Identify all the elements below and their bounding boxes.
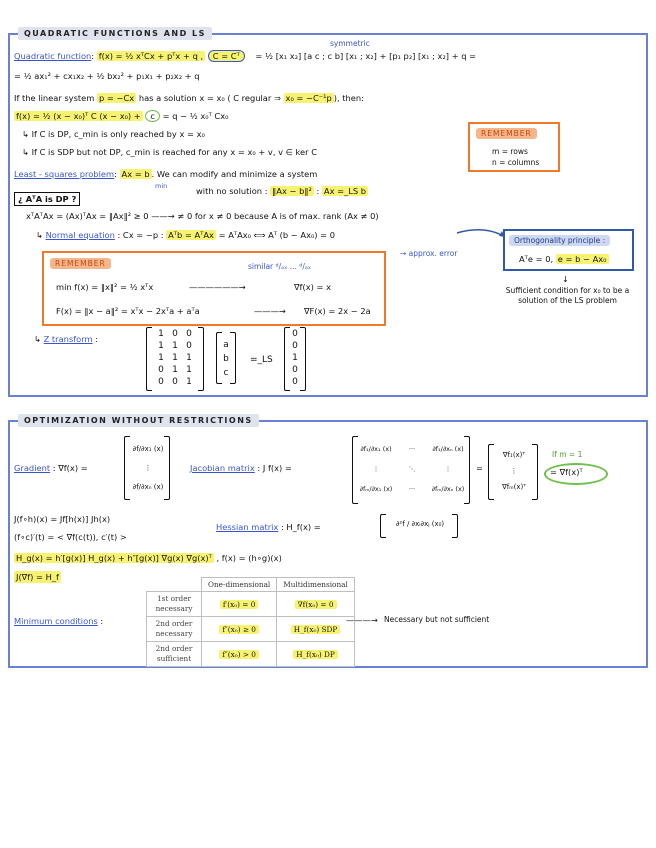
qf-sym: C = Cᵀ [208,50,245,62]
table-header-cell: Multidimensional [277,578,355,592]
section1-title: QUADRATIC FUNCTIONS AND LS [18,27,212,40]
remember1-cols: n = columns [492,158,540,167]
remember-box-rows-cols [468,122,560,172]
min-small: min [155,182,168,190]
jacobian-line [190,462,292,474]
jacobian-row-cell: ∂fₘ/∂xₙ (x) [431,485,465,493]
chain2: (f∘c)′(t) = < ∇f(c(t)), c′(t) > [14,532,127,542]
nec-arrow: ———→ [346,615,378,625]
chain1: J(f∘h)(x) = Jf[h(x)] Jh(x) [14,514,111,524]
jacobian-rhs-entry-cell: ⋮ [510,467,518,475]
section2-title: OPTIMIZATION WITHOUT RESTRICTIONS [18,414,259,427]
hessian-line [216,521,321,533]
gradient-entry [130,478,166,497]
table-row [147,617,355,642]
x0-solution: x₀ = −C⁻¹p [285,93,332,103]
normal-label: Normal equation [45,230,115,240]
z-matrix-row [154,364,196,376]
z-matrix-row [154,328,196,340]
jacobian-eq: : J f(x) = [257,463,292,473]
gradient-label: Gradient [14,463,51,473]
gradient-entry [130,440,166,459]
fx-formula-line [14,110,228,122]
jacobian-row [358,459,466,479]
z-vector-entry-cell: b [223,354,229,364]
z-matrix-row-cell: 0 [172,329,178,339]
normal-text: : Cx = −p : [117,230,164,240]
z-matrix-row-cell: 1 [186,353,192,363]
z-transform-line: ↳ Z transform : [34,334,99,344]
remember1-tag: REMEMBER [476,128,537,139]
z-rhs-entry-cell: 0 [292,329,298,339]
gradient-entry-cell: ∂f/∂xₙ (x) [132,483,164,491]
hessian-matrix [380,514,458,538]
case-dp-text: If C is DP, c_min is only reached by x = x₀ [31,129,205,139]
z-vector [216,332,236,384]
minimum-conditions-table [146,577,355,667]
z-rhs [284,327,306,391]
jacobian-rhs-entry [494,479,534,495]
ls-norm: ‖Ax − b‖² [272,186,312,196]
symmetric-note: symmetric [330,39,370,48]
jacobian-rhs-entry [494,463,534,479]
jacobian-matrix [352,436,470,504]
chain3-tail: , f(x) = (h∘g)(x) [216,553,282,563]
z-matrix-row-cell: 0 [172,377,178,387]
remember-box-gradient [42,251,386,326]
z-rhs-entry [288,376,302,388]
rem2-line2-left: F(x) = ‖x − a‖² = xᵀx − 2xᵀa + aᵀa [56,306,200,316]
rem2-line1-right: ∇f(x) = x [294,282,331,292]
jacobian-row-cell: ⋮ [444,465,452,473]
gradient-line [14,462,88,474]
jgrad: J(∇f) = H_f [16,572,59,582]
gradient-entry [130,459,166,478]
ls-line2: with no solution : ‖Ax − b‖² : Ax =_LS b [196,186,367,196]
orthogonality-box [503,229,634,271]
ls-label: Least - squares problem [14,169,115,179]
row-label: 2nd order sufficient [147,642,202,667]
ls-text2: with no solution : [196,186,268,196]
px-system: p = −Cx [99,93,135,103]
row-label: 2nd order necessary [147,617,202,642]
z-rhs-entry [288,328,302,340]
z-matrix-row-cell: 0 [186,341,192,351]
jacobian-row-cell: ⋮ [372,465,380,473]
gradient-entry-cell: ⋮ [144,464,152,472]
z-matrix [146,327,204,391]
if-linear-line [14,92,364,104]
ortho-eq-hl: e = b − Ax₀ [557,254,607,264]
if-m1: If m = 1 [552,450,583,459]
table-header-cell: One-dimensional [202,578,277,592]
z-label: Z transform [43,334,93,344]
z-rhs-entry-cell: 0 [292,341,298,351]
jacobian-rhs-entry-cell: ∇fₘ(x)ᵀ [502,483,526,491]
jacobian-row-cell: ∂fₘ/∂x₁ (x) [359,485,393,493]
z-matrix-row-cell: 1 [172,365,178,375]
hessian-entry: ∂²f / ∂xᵢ∂xⱼ (x₀) [395,520,445,528]
nec-note: Necessary but not sufficient [384,615,490,624]
case-sdp-text: If C is SDP but not DP, c_min is reached for any x = x₀ + v, v ∈ ker C [31,147,317,157]
hessian-label: Hessian matrix [216,522,279,532]
gradient-entry-cell: ∂f/∂x₁ (x) [132,445,164,453]
ls-axb: Ax = b [121,169,150,179]
ortho-arrow-down: ↓ [562,274,569,284]
chain3: H_g(x) = h′[g(x)] H_g(x) + h″[g(x)] ∇g(x) ∇g(x)ᵀ [16,553,212,563]
cell-multi: ∇f(x₀) = 0 [277,592,355,617]
ls-text: . We can modify and minimize a system [151,169,318,179]
min-conditions-line: Minimum conditions : [14,616,104,626]
z-rhs-entry [288,364,302,376]
jacobian-rhs-entry-cell: ∇f₁(x)ᵀ [502,451,526,459]
z-ls-equals: =_LS [250,355,273,365]
cell-one: f″(x₀) > 0 [202,642,277,667]
cell-multi: H_f(x₀) SDP [277,617,355,642]
case-dp: ↳ If C is DP, c_min is only reached by x = x₀ [22,129,205,139]
rem2-line1-left: min f(x) = ‖x‖² = ½ xᵀx [56,282,154,292]
z-rhs-entry-cell: 0 [292,377,298,387]
z-matrix-row-cell: 1 [158,329,164,339]
ata-question: ¿ AᵀA is DP ? [14,192,80,206]
z-matrix-row-cell: 0 [186,329,192,339]
cell-one: f″(x₀) ≥ 0 [202,617,277,642]
remember2-tag: REMEMBER [50,258,111,269]
jacobian-rhs [488,444,538,500]
gradient-eq: : ∇f(x) = [52,463,88,473]
normal-hl: Aᵀb = AᵀAx [168,230,214,240]
fx-tail: = q − ½ x₀ᵀ Cx₀ [162,111,229,121]
z-matrix-row-cell: 1 [186,365,192,375]
qf-expand: = ½ [x₁ x₂] [a c ; c b] [x₁ ; x₂] + [p₁ p₂] [x₁ ; x₂] + q = [255,51,477,61]
jacobian-row [358,479,466,499]
z-matrix-row-cell: 1 [172,353,178,363]
z-matrix-row [154,340,196,352]
if-linear-text: If the linear system [14,93,95,103]
z-rhs-entry-cell: 1 [292,353,298,363]
ata-line: xᵀAᵀAx = (Ax)ᵀAx = ‖Ax‖² ≥ 0 ——→ ≠ 0 for x ≠ 0 because A is of max. rank (Ax ≠ 0) [26,211,379,221]
jac-equals: = [476,463,483,473]
ortho-note: Sufficient condition for x₀ to be a solution of the LS problem [505,286,630,305]
qf-line1: Quadratic function: f(x) = ½ xᵀCx + pᵀx + q , C = Cᵀ = ½ [x₁ x₂] [a c ; c b] [x₁ ; x₂] + [p₁ p₂] [x₁ ; x₂] + q = [14,51,477,61]
z-vector-entry [219,352,233,366]
z-rhs-entry [288,352,302,364]
qf-def: f(x) = ½ xᵀCx + pᵀx + q , [98,51,204,61]
rem2-line2-right: ∇F(x) = 2x − 2a [304,306,371,316]
rem2-arrow1: ——————→ [189,282,246,292]
qf-label: Quadratic function [14,51,92,61]
table-row [147,592,355,617]
z-rhs-entry [288,340,302,352]
z-matrix-row-cell: 0 [158,365,164,375]
ortho-tag: Orthogonality principle : [509,235,610,246]
jac-m1: = ∇f(x)ᵀ [550,467,583,477]
approx-error: → approx. error [400,249,458,258]
gradient-vector [124,436,170,500]
rem2-arrow2: ———→ [254,306,286,316]
table-header-row [147,578,355,592]
chain3-line [14,552,282,564]
case-sdp: ↳ If C is SDP but not DP, c_min is reached for any x = x₀ + v, v ∈ ker C [22,147,317,157]
ls-line: Least - squares problem: Ax = b . We can modify and minimize a system [14,169,318,179]
z-matrix-row-cell: 1 [158,341,164,351]
table-row [147,642,355,667]
then-text: ), then: [333,93,364,103]
jacobian-row-cell: ⋱ [408,465,416,473]
z-matrix-row-cell: 0 [158,377,164,387]
z-vector-entry-cell: a [223,340,229,350]
normal-eq-line: ↳ Normal equation : Cx = −p : Aᵀb = AᵀAx = AᵀAx₀ ⟺ Aᵀ (b − Ax₀) = 0 [36,230,336,240]
row-label: 1st order necessary [147,592,202,617]
z-matrix-row-cell: 1 [158,353,164,363]
z-matrix-row-cell: 1 [186,377,192,387]
z-vector-entry-cell: c [223,368,229,378]
jacobian-row-cell: ∂f₁/∂xₙ (x) [432,445,464,453]
min-label: Minimum conditions [14,616,98,626]
qf-line2: = ½ ax₁² + cx₁x₂ + ½ bx₂² + p₁x₁ + p₂x₂ + q [14,71,200,81]
jacobian-row-cell: ··· [408,485,416,493]
fx-formula: f(x) = ½ (x − x₀)ᵀ C (x − x₀) + [16,111,141,121]
jacobian-row-cell: ∂f₁/∂x₁ (x) [360,445,392,453]
z-matrix-row [154,352,196,364]
ortho-eq: Aᵀe = 0, [519,254,554,264]
cell-one: f′(x₀) = 0 [202,592,277,617]
jacobian-rhs-entry [494,447,534,463]
cell-multi: H_f(x₀) DP [277,642,355,667]
z-matrix-row-cell: 1 [172,341,178,351]
if-rest: has a solution x = x₀ ( C regular ⇒ [138,93,281,103]
similar-note: similar ᵈ/ₐₓ ... ᵈ/ₐₓ [248,262,312,271]
jacobian-row-cell: ··· [408,445,416,453]
c-circle: c [145,110,160,122]
ls-sol: Ax =_LS b [323,186,367,196]
hessian-eq: : H_f(x) = [280,522,321,532]
z-vector-entry [219,338,233,352]
jacobian-label: Jacobian matrix [190,463,255,473]
z-rhs-entry-cell: 0 [292,365,298,375]
table-header-cell [147,578,202,592]
z-vector-entry [219,366,233,380]
normal-eq: = AᵀAx₀ ⟺ Aᵀ (b − Ax₀) = 0 [218,230,336,240]
ortho-eq-line [519,253,609,265]
z-matrix-row [154,376,196,388]
jacobian-row [358,439,466,459]
remember1-rows: m = rows [492,147,528,156]
